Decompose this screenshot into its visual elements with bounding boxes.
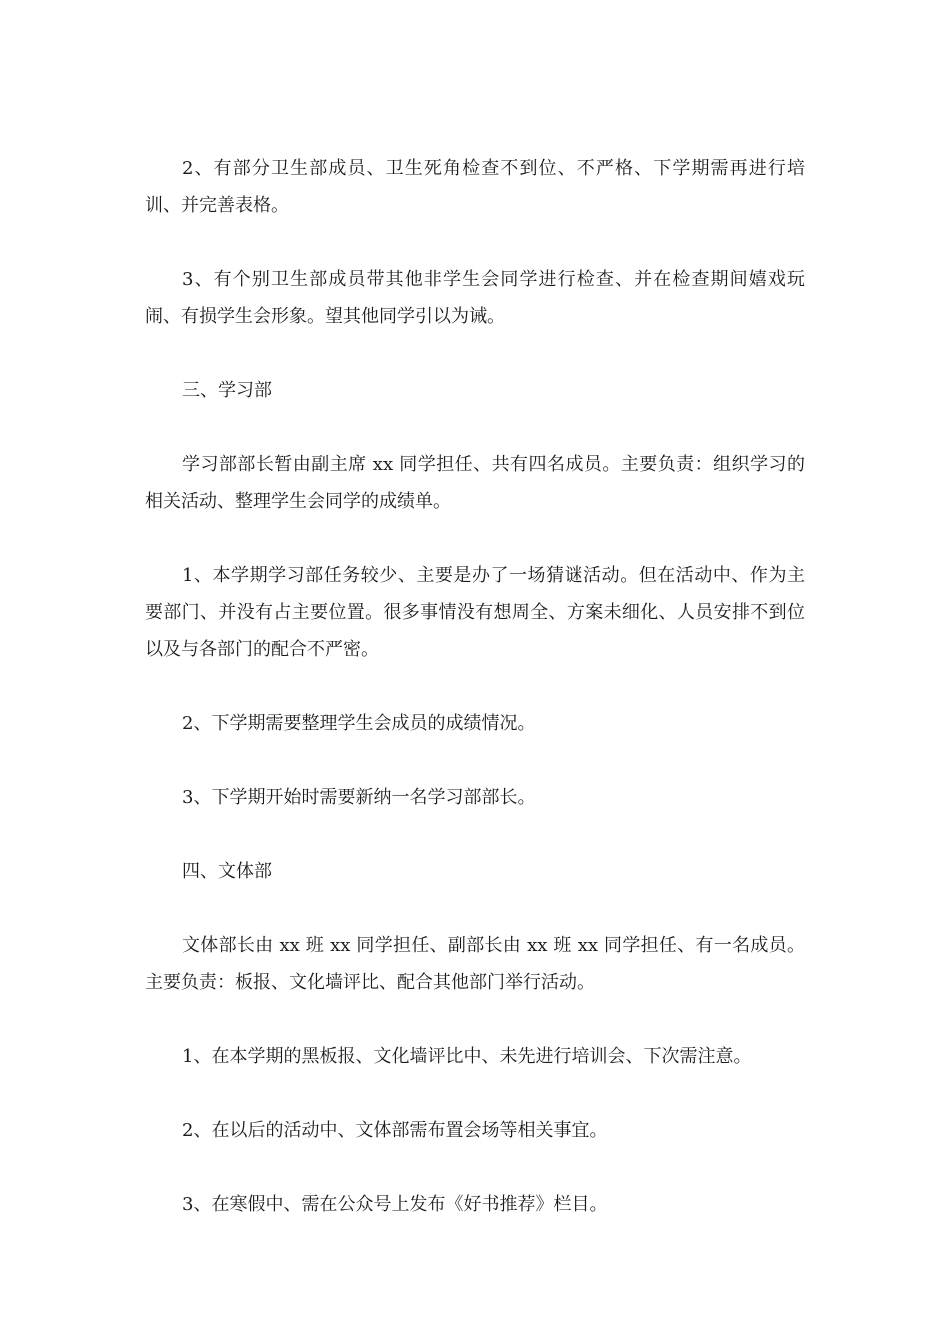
paragraph-hygiene-item-3: 3、有个别卫生部成员带其他非学生会同学进行检查、并在检查期间嬉戏玩闹、有损学生会形象。望其他同学引以为诫。 [145,269,805,327]
paragraph-culture-intro: 文体部长由 xx 班 xx 同学担任、副部长由 xx 班 xx 同学担任、有一名成员。主要负责：板报、文化墙评比、配合其他部门举行活动。 [145,935,805,993]
paragraph-study-item-2: 2、下学期需要整理学生会成员的成绩情况。 [182,713,536,734]
paragraph-culture-item-3: 3、在寒假中、需在公众号上发布《好书推荐》栏目。 [182,1194,608,1215]
section-heading-study: 三、学习部 [182,380,272,401]
paragraph-study-item-3: 3、下学期开始时需要新纳一名学习部部长。 [182,787,536,808]
paragraph-hygiene-item-2: 2、有部分卫生部成员、卫生死角检查不到位、不严格、下学期需再进行培训、并完善表格。 [145,158,805,216]
paragraph-study-item-1: 1、本学期学习部任务较少、主要是办了一场猜谜活动。但在活动中、作为主要部门、并没有占主要位置。很多事情没有想周全、方案未细化、人员安排不到位以及与各部门的配合不严密。 [145,565,805,660]
paragraph-study-intro: 学习部部长暂由副主席 xx 同学担任、共有四名成员。主要负责：组织学习的相关活动、整理学生会同学的成绩单。 [145,454,805,512]
document-body [145,150,805,1260]
paragraph-culture-item-2: 2、在以后的活动中、文体部需布置会场等相关事宜。 [182,1120,608,1141]
paragraph-culture-item-1: 1、在本学期的黑板报、文化墙评比中、未先进行培训会、下次需注意。 [182,1046,752,1067]
section-heading-culture: 四、文体部 [182,861,272,882]
